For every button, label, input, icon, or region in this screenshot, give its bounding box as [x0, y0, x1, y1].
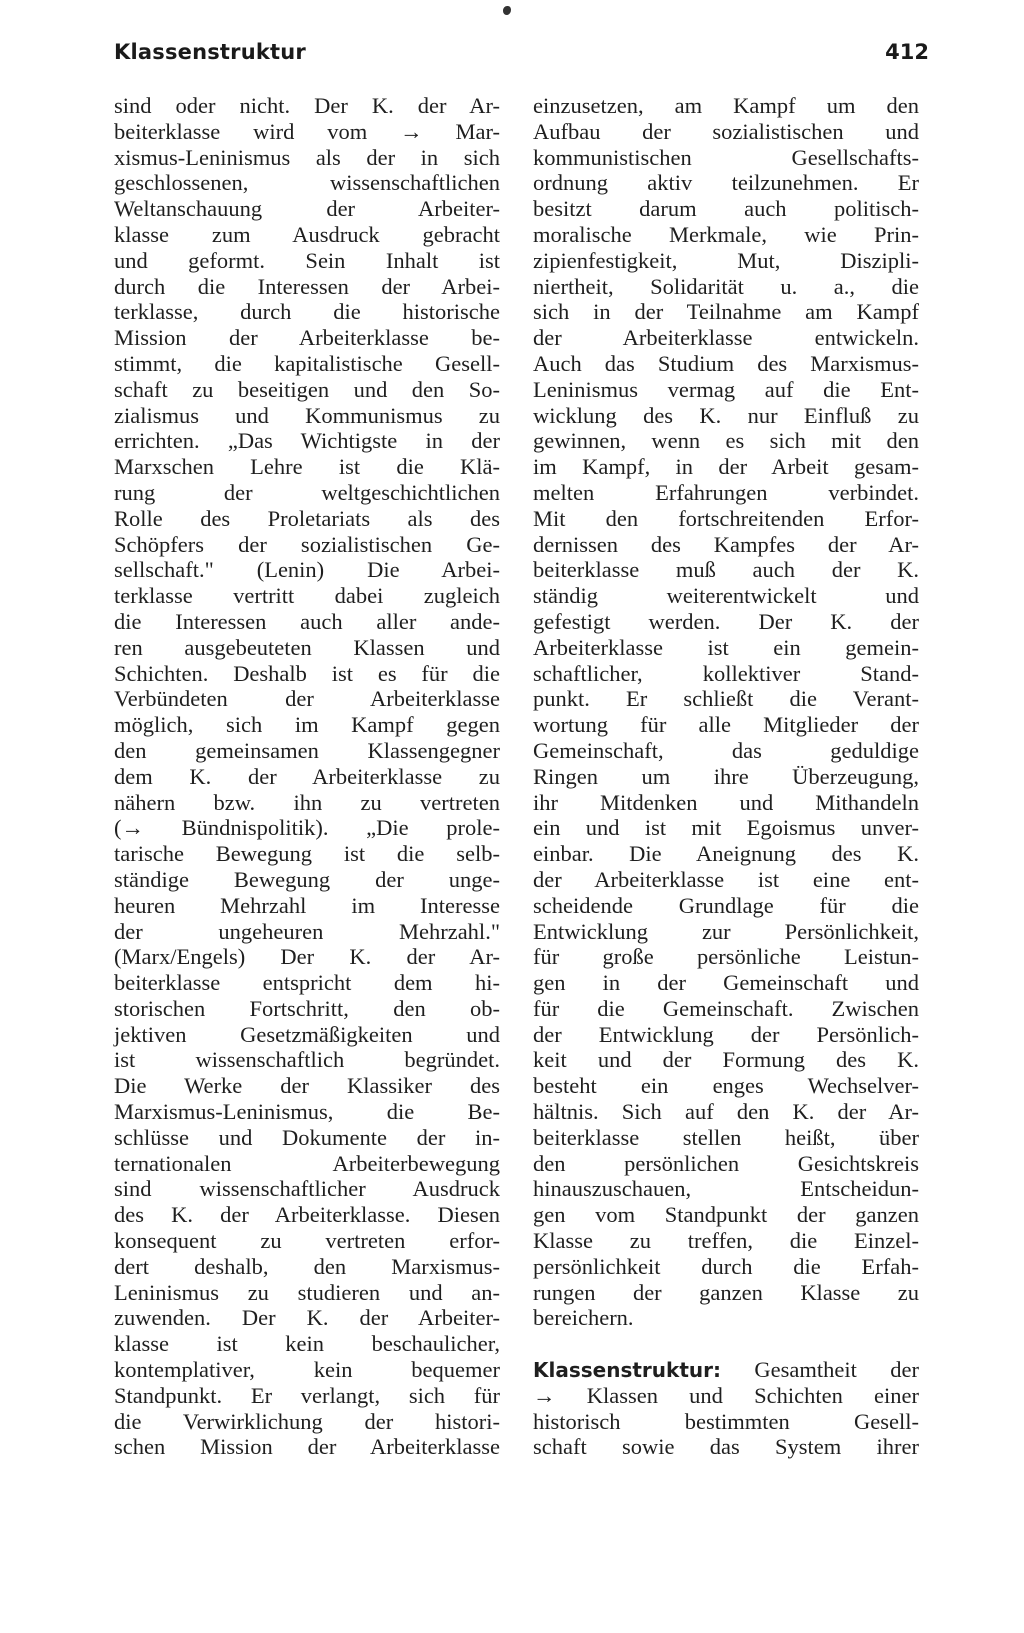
text-line: ständige Bewegung der unge- — [114, 866, 500, 892]
text-line: dernissen des Kampfes der Ar- — [533, 531, 919, 557]
entry-headword: Klassenstruktur: — [533, 1358, 721, 1383]
text-line: → Klassen und Schichten einer — [533, 1382, 919, 1408]
text-line: keit und der Formung des K. — [533, 1047, 919, 1073]
text-line: Arbeiterklasse ist ein gemein- — [533, 634, 919, 660]
text-line: besteht ein enges Wechselver- — [533, 1073, 919, 1099]
text-line: schaft zu beseitigen und den So- — [114, 376, 500, 402]
text-line: sind wissenschaftlicher Ausdruck — [114, 1176, 500, 1202]
text-line: Die Werke der Klassiker des — [114, 1073, 500, 1099]
text-line: der ungeheuren Mehrzahl." — [114, 918, 500, 944]
text-line: die Verwirklichung der histori- — [114, 1408, 500, 1434]
ink-speck — [503, 6, 511, 15]
text-line: terklasse, durch die historische — [114, 299, 500, 325]
text-line: zipienfestigkeit, Mut, Diszipli- — [533, 247, 919, 273]
text-line: Mission der Arbeiterklasse be- — [114, 325, 500, 351]
text-line: historisch bestimmten Gesell- — [533, 1408, 919, 1434]
text-line: ihr Mitdenken und Mithandeln — [533, 789, 919, 815]
text-line: Auch das Studium des Marxismus- — [533, 350, 919, 376]
text-line: im Kampf, in der Arbeit gesam- — [533, 454, 919, 480]
text-line: ordnung aktiv teilzunehmen. Er — [533, 170, 919, 196]
text-line: zialismus und Kommunismus zu — [114, 402, 500, 428]
text-line: jektiven Gesetzmäßigkeiten und — [114, 1021, 500, 1047]
text-line: ständig weiterentwickelt und — [533, 583, 919, 609]
text-line: Ringen um ihre Überzeugung, — [533, 763, 919, 789]
text-line: gefestigt werden. Der K. der — [533, 608, 919, 634]
text-line: kommunistischen Gesellschafts- — [533, 144, 919, 170]
text-line: zuwenden. Der K. der Arbeiter- — [114, 1305, 500, 1331]
text-line: scheidende Grundlage für die — [533, 892, 919, 918]
text-line: gen in der Gemeinschaft und — [533, 970, 919, 996]
text-line: besitzt darum auch politisch- — [533, 196, 919, 222]
text-line: rungen der ganzen Klasse zu — [533, 1279, 919, 1305]
text-line: stimmt, die kapitalistische Gesell- — [114, 350, 500, 376]
right-column — [533, 93, 919, 1460]
text-line: punkt. Er schließt die Verant- — [533, 686, 919, 712]
text-line: konsequent zu vertreten erfor- — [114, 1228, 500, 1254]
text-line: Gemeinschaft, das geduldige — [533, 737, 919, 763]
text-line: der Arbeiterklasse ist eine ent- — [533, 866, 919, 892]
text-line: Schichten. Deshalb ist es für die — [114, 660, 500, 686]
text-line: bereichern. — [533, 1305, 634, 1331]
text-line: Standpunkt. Er verlangt, sich für — [114, 1382, 500, 1408]
text-line: dert deshalb, den Marxismus- — [114, 1253, 500, 1279]
text-line: den persönlichen Gesichtskreis — [533, 1150, 919, 1176]
text-line: den gemeinsamen Klassengegner — [114, 737, 500, 763]
text-line: heuren Mehrzahl im Interesse — [114, 892, 500, 918]
text-line: melten Erfahrungen verbindet. — [533, 479, 919, 505]
text-line: errichten. „Das Wichtigste in der — [114, 428, 500, 454]
text-line: beiterklasse wird vom → Mar- — [114, 118, 500, 144]
right-column-body — [533, 93, 919, 1331]
text-line: und geformt. Sein Inhalt ist — [114, 247, 500, 273]
text-line: gen vom Standpunkt der ganzen — [533, 1202, 919, 1228]
text-line: Leninismus zu studieren und an- — [114, 1279, 500, 1305]
text-line: beiterklasse muß auch der K. — [533, 557, 919, 583]
text-line: beiterklasse entspricht dem hi- — [114, 970, 500, 996]
text-line: der Entwicklung der Persönlich- — [533, 1021, 919, 1047]
text-line: die Interessen auch aller ande- — [114, 608, 500, 634]
text-line: schaft sowie das System ihrer — [533, 1434, 919, 1460]
text-line: des K. der Arbeiterklasse. Diesen — [114, 1202, 500, 1228]
text-line: wortung für alle Mitglieder der — [533, 712, 919, 738]
entry-body — [533, 1383, 919, 1460]
text-line: ist wissenschaftlich begründet. — [114, 1047, 500, 1073]
text-line: kontemplativer, kein bequemer — [114, 1357, 500, 1383]
text-line: storischen Fortschritt, den ob- — [114, 995, 500, 1021]
text-line: beiterklasse stellen heißt, über — [533, 1124, 919, 1150]
entry-first-line — [533, 1357, 919, 1383]
text-line: dem K. der Arbeiterklasse zu — [114, 763, 500, 789]
text-line: ternationalen Arbeiterbewegung — [114, 1150, 500, 1176]
text-line: einbar. Die Aneignung des K. — [533, 841, 919, 867]
text-line: Aufbau der sozialistischen und — [533, 118, 919, 144]
text-line: (Marx/Engels) Der K. der Ar- — [114, 944, 500, 970]
running-head: Klassenstruktur — [114, 40, 306, 64]
text-line: Klasse zu treffen, die Einzel- — [533, 1228, 919, 1254]
left-column — [114, 93, 500, 1460]
text-line: sind oder nicht. Der K. der Ar- — [114, 93, 500, 118]
text-line: Marxismus-Leninismus, die Be- — [114, 1099, 500, 1125]
text-line: für die Gemeinschaft. Zwischen — [533, 995, 919, 1021]
text-line: hinauszuschauen, Entscheidun- — [533, 1176, 919, 1202]
text-line: hältnis. Sich auf den K. der Ar- — [533, 1099, 919, 1125]
text-line: terklasse vertritt dabei zugleich — [114, 583, 500, 609]
text-line: durch die Interessen der Arbei- — [114, 273, 500, 299]
text-line: gewinnen, wenn es sich mit den — [533, 428, 919, 454]
text-line: schlüsse und Dokumente der in- — [114, 1124, 500, 1150]
text-line: persönlichkeit durch die Erfah- — [533, 1253, 919, 1279]
text-line: Schöpfers der sozialistischen Ge- — [114, 531, 500, 557]
text-line: Marxschen Lehre ist die Klä- — [114, 454, 500, 480]
text-line: ein und ist mit Egoismus unver- — [533, 815, 919, 841]
text-line: sellschaft." (Lenin) Die Arbei- — [114, 557, 500, 583]
text-line: der Arbeiterklasse entwickeln. — [533, 325, 919, 351]
entry-gap — [533, 1331, 919, 1357]
text-line: sich in der Teilnahme am Kampf — [533, 299, 919, 325]
text-line: ren ausgebeuteten Klassen und — [114, 634, 500, 660]
text-line: Verbündeten der Arbeiterklasse — [114, 686, 500, 712]
entry-text: Gesamtheit der — [721, 1357, 919, 1383]
text-line: einzusetzen, am Kampf um den — [533, 93, 919, 118]
text-line: geschlossenen, wissenschaftlichen — [114, 170, 500, 196]
text-line: klasse ist kein beschaulicher, — [114, 1331, 500, 1357]
text-line: (→ Bündnispolitik). „Die prole- — [114, 815, 500, 841]
text-line: Leninismus vermag auf die Ent- — [533, 376, 919, 402]
text-line: tarische Bewegung ist die selb- — [114, 841, 500, 867]
text-line: moralische Merkmale, wie Prin- — [533, 221, 919, 247]
text-line: Weltanschauung der Arbeiter- — [114, 196, 500, 222]
text-line: xismus-Leninismus als der in sich — [114, 144, 500, 170]
text-line: nähern bzw. ihn zu vertreten — [114, 789, 500, 815]
text-line: Rolle des Proletariats als des — [114, 505, 500, 531]
text-line: wicklung des K. nur Einfluß zu — [533, 402, 919, 428]
text-line: niertheit, Solidarität u. a., die — [533, 273, 919, 299]
text-line: rung der weltgeschichtlichen — [114, 479, 500, 505]
text-line: schaftlicher, kollektiver Stand- — [533, 660, 919, 686]
text-line: für große persönliche Leistun- — [533, 944, 919, 970]
text-line: Mit den fortschreitenden Erfor- — [533, 505, 919, 531]
text-line: möglich, sich im Kampf gegen — [114, 712, 500, 738]
text-line: klasse zum Ausdruck gebracht — [114, 221, 500, 247]
text-line: schen Mission der Arbeiterklasse — [114, 1434, 500, 1460]
text-line: Entwicklung zur Persönlichkeit, — [533, 918, 919, 944]
page-number: 412 — [885, 40, 929, 64]
